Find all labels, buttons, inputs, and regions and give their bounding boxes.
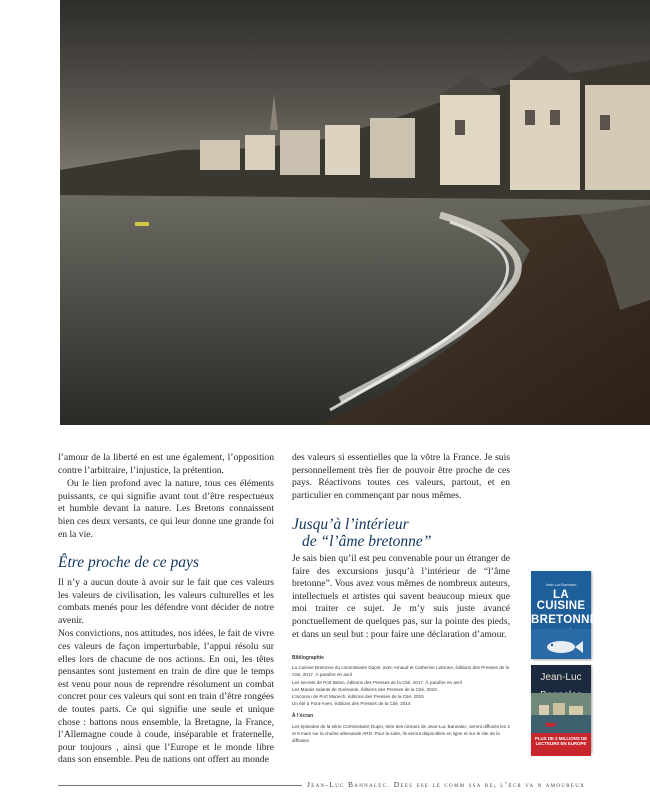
paragraph: Ou le lien profond avec la nature, tous ces éléments puissants, ce qui signifie avant tout d’être respectueux et humble devant la nature. Les Bretons connaissent bien ces deux versants, ce qui leur donne une grande foi en la vie. bbox=[58, 478, 274, 540]
bibliography-title: Bibliographie bbox=[292, 655, 324, 661]
right-column-top bbox=[292, 452, 510, 503]
book-sales-band: PLUS DE 2 MILLIONS DE LECTEURS EN EUROPE bbox=[531, 733, 591, 756]
bibliography-entry: Les secrets de Port Belon, éditions des Presses de la Cité, 2017. À paraître en avril bbox=[292, 679, 462, 685]
book-cover-bannalec bbox=[531, 665, 591, 753]
bibliography-entry: La Cuisine Bretonne du commissaire Dupin, avec Arnaud et Catherine Lebrune, éditions des Presses de la Cité, 2017. À paraître en avril bbox=[292, 665, 510, 678]
book-title-line: LA CUISINE bbox=[536, 589, 586, 612]
paragraph: Je sais bien qu’il est peu convenable pour un étranger de faire des excursions jusqu’à l’intérieur de “l’âme bretonne”. Vous avez vous mêmes de nombreux auteurs, intellectuels et artistes qui savent beaucoup mieux que moi traiter ce sujet. Je m’y suis juste avancé ponctuellement de quelques pas, sur la pointe des pieds, et dans un seul but : pour faire une déclaration d’amour. bbox=[292, 553, 510, 640]
fish-illustration bbox=[531, 629, 591, 659]
heading-line: Jusqu’à l’intérieur bbox=[292, 516, 409, 533]
section-heading-etre-proche: Être proche de ce pays bbox=[58, 554, 199, 571]
left-column-bottom bbox=[58, 577, 274, 768]
paragraph: des valeurs si essentielles que la vôtre la France. Je suis personnellement très fier de pouvoir être proche de ces pays. Réactivons toutes ces valeurs, partout, et en particulier en commençant par nous mêmes. bbox=[292, 452, 510, 501]
harbour-illustration bbox=[531, 693, 591, 733]
coastal-village-photo bbox=[60, 0, 650, 425]
paragraph: Il n’y a aucun doute à avoir sur le fait que ces valeurs les valeurs de civilisation, les valeurs culturelles et les combats menés pour les défendre vont décider de notre avenir. bbox=[58, 577, 274, 626]
book-cover-la-cuisine-bretonne bbox=[531, 571, 598, 659]
bibliography-entry: L’Inconnu de Port Manech, éditions des Presses de la Cité, 2015 bbox=[292, 694, 424, 700]
bibliography-entry: Les Marais salants de Guérande, éditions des Presses de la Cité, 2016 bbox=[292, 686, 437, 692]
footer-rule bbox=[58, 785, 302, 786]
running-footer: Jean-Luc Bannalec. Dees ese le comm ssa re, l’écr va n amoureux bbox=[307, 780, 586, 789]
left-column-top bbox=[58, 452, 274, 542]
bibliography bbox=[292, 655, 510, 744]
book-author: Jean-Luc Bannalec bbox=[545, 583, 577, 587]
paragraph: Nos convictions, nos attitudes, nos idées, le fait de vivre ces valeurs de façon imperturbable, l’appui résolu sur elles lors de chacune de nos actions. En oui, les têtes pensantes sont justement en train de dire que le temps est venu pour nous de reprendre résolument un combat concret pour ces valeurs qui sont en train d’être rongées de toutes parts. Ce qui signifie une seule et unique chose : battons nous ensemble, la Bretagne, la France, l’Allemagne coude à coude, inséparable et fraternelle, pour toujours , ainsi que l’Europe et le monde libre dans son ensemble. Peu de nations ont offert au monde bbox=[58, 628, 274, 766]
bibliography-entry: Un été à Pont-Aven, éditions des Presses de la Cité, 2014 bbox=[292, 701, 411, 707]
heading-line: de “l’âme bretonne” bbox=[302, 533, 432, 550]
screen-note-text: Les épisodes de la série Commissaire Dupin, tirée des romans de Jean-Luc Bannalec, seront diffusés les 2 et 9 mars sur la chaîne allemande ARD. Pour la suite, ils seront disponibles en ligne et sur le site de la diffusion. bbox=[292, 723, 510, 744]
book-title-line: BRETONNE bbox=[531, 614, 598, 626]
paragraph: l’amour de la liberté en est une également, l’opposition contre l’arbitraire, l’injustice, la prétention. bbox=[58, 452, 274, 476]
screen-note-title: À l’écran bbox=[292, 713, 314, 720]
right-column-bottom bbox=[292, 553, 510, 642]
section-heading-jusqu-a-l-interieur bbox=[292, 516, 510, 550]
book-author-line: Jean-Luc bbox=[540, 672, 582, 683]
